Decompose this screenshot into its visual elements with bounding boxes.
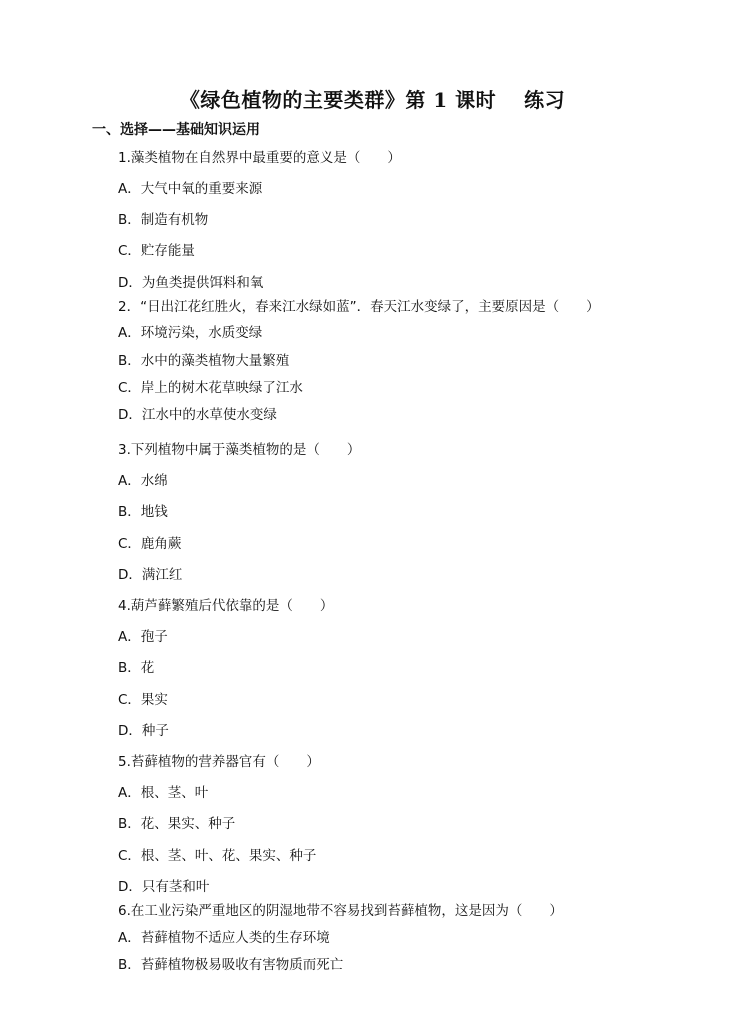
question-4-option-a: A．孢子 [118,629,168,645]
question-2-option-c: C．岸上的树木花草映绿了江水 [118,380,303,396]
question-1-stem: 1.藻类植物在自然界中最重要的意义是（ ） [118,150,401,166]
question-6-stem: 6.在工业污染严重地区的阴湿地带不容易找到苔藓植物，这是因为（ ） [118,903,563,919]
question-5-option-c: C．根、茎、叶、花、果实、种子 [118,848,317,864]
question-4-stem: 4.葫芦藓繁殖后代依靠的是（ ） [118,598,334,614]
question-6-option-b: B．苔藓植物极易吸收有害物质而死亡 [118,957,344,973]
question-3-stem: 3.下列植物中属于藻类植物的是（ ） [118,442,361,458]
question-5-option-d: D．只有茎和叶 [118,879,210,895]
question-5-option-b: B．花、果实、种子 [118,816,236,832]
question-4-option-d: D．种子 [118,723,169,739]
question-3-option-c: C．鹿角蕨 [118,536,182,552]
question-6-option-a: A．苔藓植物不适应人类的生存环境 [118,930,330,946]
question-2-stem: 2．“日出江花红胜火，春来江水绿如蓝”．春天江水变绿了，主要原因是（ ） [118,299,600,315]
question-5-option-a: A．根、茎、叶 [118,785,209,801]
question-1-option-a: A．大气中氧的重要来源 [118,181,263,197]
question-2-option-b: B．水中的藻类植物大量繁殖 [118,353,290,369]
question-3-option-a: A．水绵 [118,473,168,489]
question-4-option-c: C．果实 [118,692,168,708]
question-2-option-d: D．江水中的水草使水变绿 [118,407,277,423]
question-1-option-c: C．贮存能量 [118,243,195,259]
question-4-option-b: B．花 [118,660,155,676]
question-1-option-b: B．制造有机物 [118,212,209,228]
document-title: 《绿色植物的主要类群》第 1 课时 练习 [179,88,566,112]
question-3-option-d: D．满江红 [118,567,183,583]
question-5-stem: 5.苔藓植物的营养器官有（ ） [118,754,320,770]
question-2-option-a: A．环境污染，水质变绿 [118,325,263,341]
question-1-option-d: D．为鱼类提供饵料和氧 [118,275,264,291]
section-heading: 一、选择——基础知识运用 [92,122,260,138]
question-3-option-b: B．地钱 [118,504,168,520]
